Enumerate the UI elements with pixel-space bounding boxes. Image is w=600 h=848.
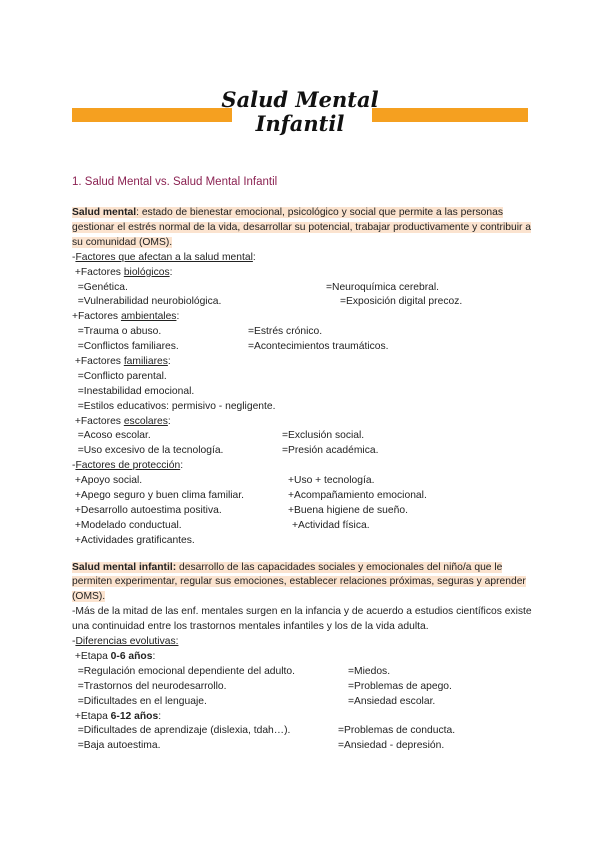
list-item: +Desarrollo autoestima positiva. +Buena higiene de sueño. [74, 504, 408, 516]
biologicos-label: +Factores biológicos: [74, 266, 173, 278]
section-heading: 1. Salud Mental vs. Salud Mental Infantil [72, 176, 278, 188]
list-item: =Estilos educativos: permisivo - negligente. [77, 400, 276, 412]
document-body [72, 206, 532, 754]
list-item: =Conflicto parental. [77, 370, 167, 382]
list-item: =Regulación emocional dependiente del adulto. =Miedos. [77, 665, 391, 677]
list-item: =Dificultades en el lenguaje. =Ansiedad escolar. [77, 695, 436, 707]
title-line-1: Salud Mental [221, 87, 379, 112]
list-item: =Acoso escolar. =Exclusión social. [77, 430, 365, 442]
title-line-2: Infantil [255, 111, 345, 136]
list-item: =Conflictos familiares. =Acontecimientos traumáticos. [77, 341, 389, 353]
list-item: =Inestabilidad emocional. [77, 385, 195, 397]
list-item: +Actividades gratificantes. [74, 534, 195, 546]
term-salud-infantil: Salud mental infantil: [72, 561, 177, 573]
term-salud-mental: Salud mental [72, 207, 137, 218]
salud-infantil-definition [72, 561, 532, 606]
list-item: +Modelado conductual. +Actividad física. [74, 519, 370, 531]
list-item: =Uso excesivo de la tecnología. =Presión académica. [77, 445, 379, 457]
page-title [200, 88, 400, 136]
salud-mental-definition [72, 206, 532, 251]
list-item: =Genética. =Neuroquímica cerebral. [77, 281, 440, 293]
list-item: +Apego seguro y buen clima familiar. +Acompañamiento emocional. [74, 489, 427, 501]
salud-infantil-note: -Más de la mitad de las enf. mentales surgen en la infancia y de acuerdo a estudios científicos existe una continuidad entre los trastornos mentales infantiles y los de la vida adulta. [72, 606, 532, 633]
list-item: =Trastornos del neurodesarrollo. =Problemas de apego. [77, 680, 452, 692]
salud-infantil-def-text: desarrollo de las capacidades sociales y emocionales del niño/a que le permiten experimentar, regular sus emociones, establecer relaciones próximas, seguras y aprender (OMS). [72, 561, 526, 603]
list-item: =Vulnerabilidad neurobiológica. =Exposición digital precoz. [77, 296, 463, 308]
list-item: =Trauma o abuso. =Estrés crónico. [77, 326, 323, 338]
salud-mental-def-text: : estado de bienestar emocional, psicológico y social que permite a las personas gestionar el estrés normal de la vida, desarrollar su potencial, trabajar productivamente y contribuir a su comunidad (OMS). [72, 207, 532, 248]
proteccion-heading: -Factores de protección: [72, 460, 184, 472]
list-item: =Baja autoestima. =Ansiedad - depresión. [77, 740, 445, 752]
familiares-label: +Factores familiares: [74, 355, 171, 367]
list-item: =Dificultades de aprendizaje (dislexia, tdah…). =Problemas de conducta. [77, 725, 456, 737]
etapa-1-label: +Etapa 0-6 años: [74, 650, 156, 662]
escolares-label: +Factores escolares: [74, 415, 171, 427]
diferencias-heading: -Diferencias evolutivas: [72, 636, 179, 648]
factores-heading: -Factores que afectan a la salud mental: [72, 251, 256, 263]
ambientales-label: +Factores ambientales: [72, 311, 180, 323]
list-item: +Apoyo social. +Uso + tecnología. [74, 475, 375, 487]
etapa-2-label: +Etapa 6-12 años: [74, 710, 162, 722]
